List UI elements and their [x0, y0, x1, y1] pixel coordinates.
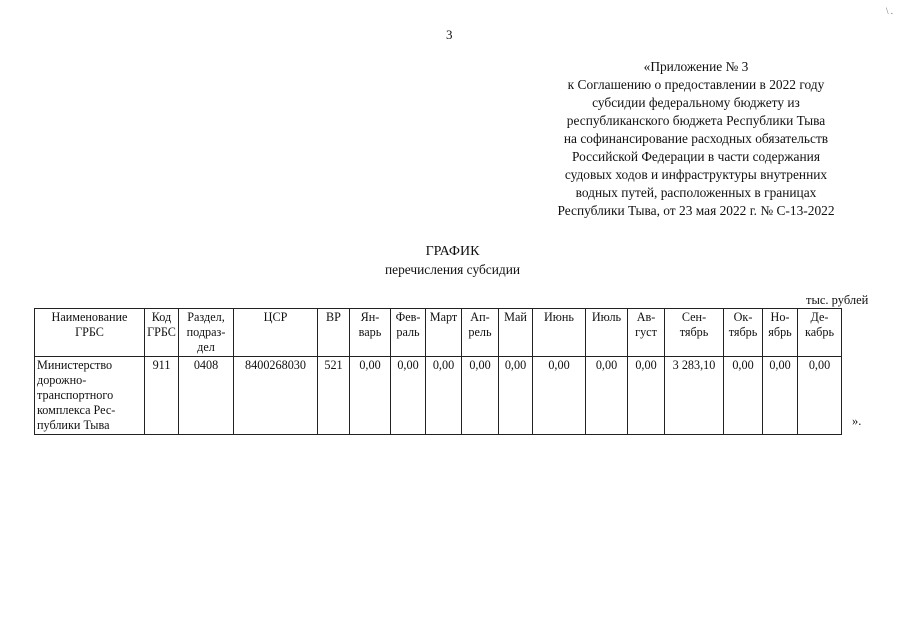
table-row [35, 357, 842, 435]
august-cell: 0,00 [628, 357, 665, 435]
header-line: Ян- [360, 310, 380, 324]
corner-mark: \ . [886, 6, 894, 16]
header-vr [318, 309, 350, 357]
november-cell: 0,00 [763, 357, 798, 435]
header-line: Фев- [395, 310, 421, 324]
header-line: Ап- [470, 310, 490, 324]
may-cell: 0,00 [499, 357, 533, 435]
name-line: транспортного [37, 388, 114, 402]
header-line: Сен- [681, 310, 707, 324]
appendix-line: водных путей, расположенных в границах [575, 185, 817, 200]
header-february [391, 309, 426, 357]
header-tsr [234, 309, 318, 357]
june-cell: 0,00 [533, 357, 586, 435]
document-title: ГРАФИК [425, 244, 480, 259]
header-july [586, 309, 628, 357]
appendix-line: судовых ходов и инфраструктуры внутренних [564, 167, 828, 182]
header-line: дел [197, 340, 215, 354]
grbs-name-cell [35, 357, 145, 435]
december-cell: 0,00 [798, 357, 842, 435]
header-line: Де- [810, 310, 829, 324]
vr-cell: 521 [318, 357, 350, 435]
document-subtitle: перечисления субсидии [384, 262, 521, 277]
header-line: Май [504, 310, 527, 324]
october-cell: 0,00 [724, 357, 763, 435]
header-october [724, 309, 763, 357]
header-april [462, 309, 499, 357]
appendix-line: Российской Федерации в части содержания [572, 149, 820, 164]
header-line: Код [151, 310, 172, 324]
header-grbs-code [145, 309, 179, 357]
page-number: 3 [446, 27, 453, 42]
header-line: Но- [770, 310, 790, 324]
april-cell: 0,00 [462, 357, 499, 435]
units-label: тыс. рублей [806, 293, 869, 307]
header-line: подраз- [186, 325, 226, 339]
appendix-line: на софинансирование расходных обязательств [563, 131, 829, 146]
header-line: Июль [591, 310, 622, 324]
grbs-code-cell: 911 [145, 357, 179, 435]
header-line: Наименование [51, 310, 128, 324]
header-line: густ [635, 325, 657, 339]
name-line: Министерство [37, 358, 113, 372]
header-december [798, 309, 842, 357]
january-cell: 0,00 [350, 357, 391, 435]
appendix-line: республиканского бюджета Республики Тыва [566, 113, 826, 128]
header-june [533, 309, 586, 357]
name-line: публики Тыва [37, 418, 110, 432]
march-cell: 0,00 [426, 357, 462, 435]
header-line: тябрь [679, 325, 709, 339]
appendix-line: «Приложение № 3 [643, 59, 749, 74]
tsr-cell: 8400268030 [234, 357, 318, 435]
header-may [499, 309, 533, 357]
header-january [350, 309, 391, 357]
header-line: Ав- [636, 310, 656, 324]
header-line: рель [468, 325, 492, 339]
header-line: ГРБС [147, 325, 176, 339]
header-line: варь [358, 325, 382, 339]
header-line: ябрь [768, 325, 792, 339]
header-line: Июнь [544, 310, 574, 324]
payment-schedule-table [34, 308, 842, 435]
september-cell: 3 283,10 [665, 357, 724, 435]
header-line: ГРБС [75, 325, 104, 339]
header-november [763, 309, 798, 357]
section-cell: 0408 [179, 357, 234, 435]
header-line: Март [429, 310, 458, 324]
header-section [179, 309, 234, 357]
header-line: раль [396, 325, 420, 339]
appendix-line: субсидии федеральному бюджету из [592, 95, 800, 110]
appendix-header [520, 58, 872, 220]
closing-quote: ». [852, 414, 862, 428]
header-march [426, 309, 462, 357]
february-cell: 0,00 [391, 357, 426, 435]
appendix-line: к Соглашению о предоставлении в 2022 году [567, 77, 825, 92]
table-header-row [35, 309, 842, 357]
header-line: тябрь [728, 325, 758, 339]
header-line: кабрь [805, 325, 834, 339]
header-line: Раздел, [187, 310, 225, 324]
header-august [628, 309, 665, 357]
july-cell: 0,00 [586, 357, 628, 435]
header-line: ВР [326, 310, 341, 324]
name-line: дорожно- [37, 373, 87, 387]
header-line: ЦСР [263, 310, 288, 324]
header-line: Ок- [733, 310, 753, 324]
name-line: комплекса Рес- [37, 403, 116, 417]
header-september [665, 309, 724, 357]
appendix-line: Республики Тыва, от 23 мая 2022 г. № С-13-2022 [557, 203, 835, 218]
header-grbs-name [35, 309, 145, 357]
